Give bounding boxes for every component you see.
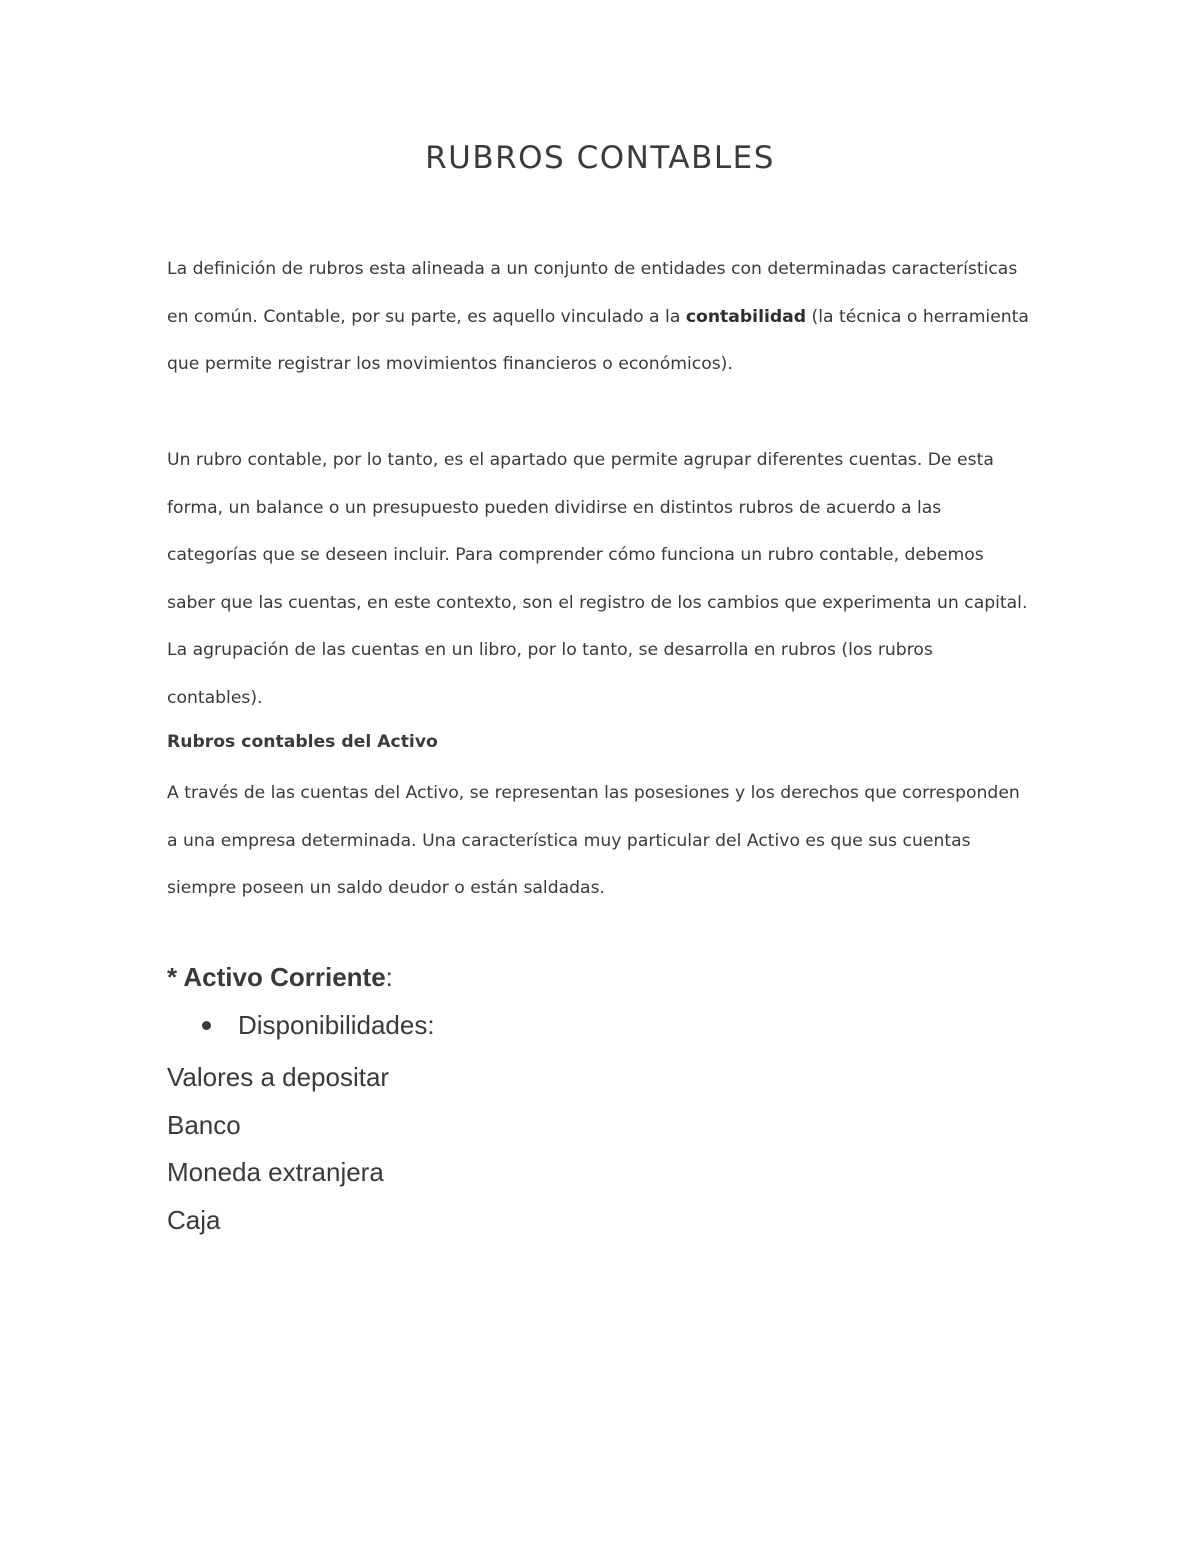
document-title: RUBROS CONTABLES — [425, 140, 775, 176]
colon-suffix: : — [385, 962, 393, 992]
paragraph-rubro-contable — [167, 437, 1047, 723]
bullet-label: Disponibilidades: — [238, 1010, 435, 1040]
disponibilidades-list — [167, 1057, 389, 1247]
text-run: en común. Contable, por su parte, es aquello vinculado a la — [167, 306, 686, 327]
paragraph-line: que permite registrar los movimientos financieros o económicos). — [167, 354, 733, 375]
paragraph-line: contables). — [167, 687, 263, 708]
paragraph-line — [167, 294, 1047, 342]
paragraph-definition — [167, 246, 1047, 389]
subheading-rubros-activo: Rubros contables del Activo — [167, 732, 438, 752]
list-item: Banco — [167, 1109, 241, 1140]
paragraph-line: forma, un balance o un presupuesto pueden dividirse en distintos rubros de acuerdo a las — [167, 497, 942, 518]
list-item: Valores a depositar — [167, 1062, 390, 1092]
paragraph-line: Un rubro contable, por lo tanto, es el apartado que permite agrupar diferentes cuentas. De esta — [167, 450, 994, 470]
activo-corriente-heading — [167, 962, 393, 993]
bullet-disponibilidades — [197, 1010, 435, 1041]
bullet-dot-icon — [202, 1021, 211, 1030]
paragraph-line: a una empresa determinada. Una característica muy particular del Activo es que sus cuentas — [167, 830, 971, 851]
list-item: Moneda extranjera — [167, 1157, 384, 1187]
paragraph-activo — [167, 770, 1047, 913]
paragraph-line: A través de las cuentas del Activo, se representan las posesiones y los derechos que corresponden — [167, 783, 1020, 803]
text-run: (la técnica o herramienta — [806, 306, 1029, 327]
paragraph-line: siempre poseen un saldo deudor o están saldadas. — [167, 878, 606, 899]
list-item: Caja — [167, 1204, 221, 1235]
bold-term-contabilidad: contabilidad — [685, 306, 807, 327]
paragraph-line: saber que las cuentas, en este contexto, son el registro de los cambios que experimenta un capital. — [167, 592, 1028, 613]
paragraph-line: La agrupación de las cuentas en un libro, por lo tanto, se desarrolla en rubros (los rubros — [167, 640, 933, 661]
paragraph-line: categorías que se deseen incluir. Para comprender cómo funciona un rubro contable, debemos — [167, 545, 984, 566]
asterisk-prefix: * — [167, 962, 184, 992]
activo-corriente-label: Activo Corriente — [183, 962, 386, 992]
paragraph-line: La definición de rubros esta alineada a un conjunto de entidades con determinadas características — [167, 259, 1018, 279]
